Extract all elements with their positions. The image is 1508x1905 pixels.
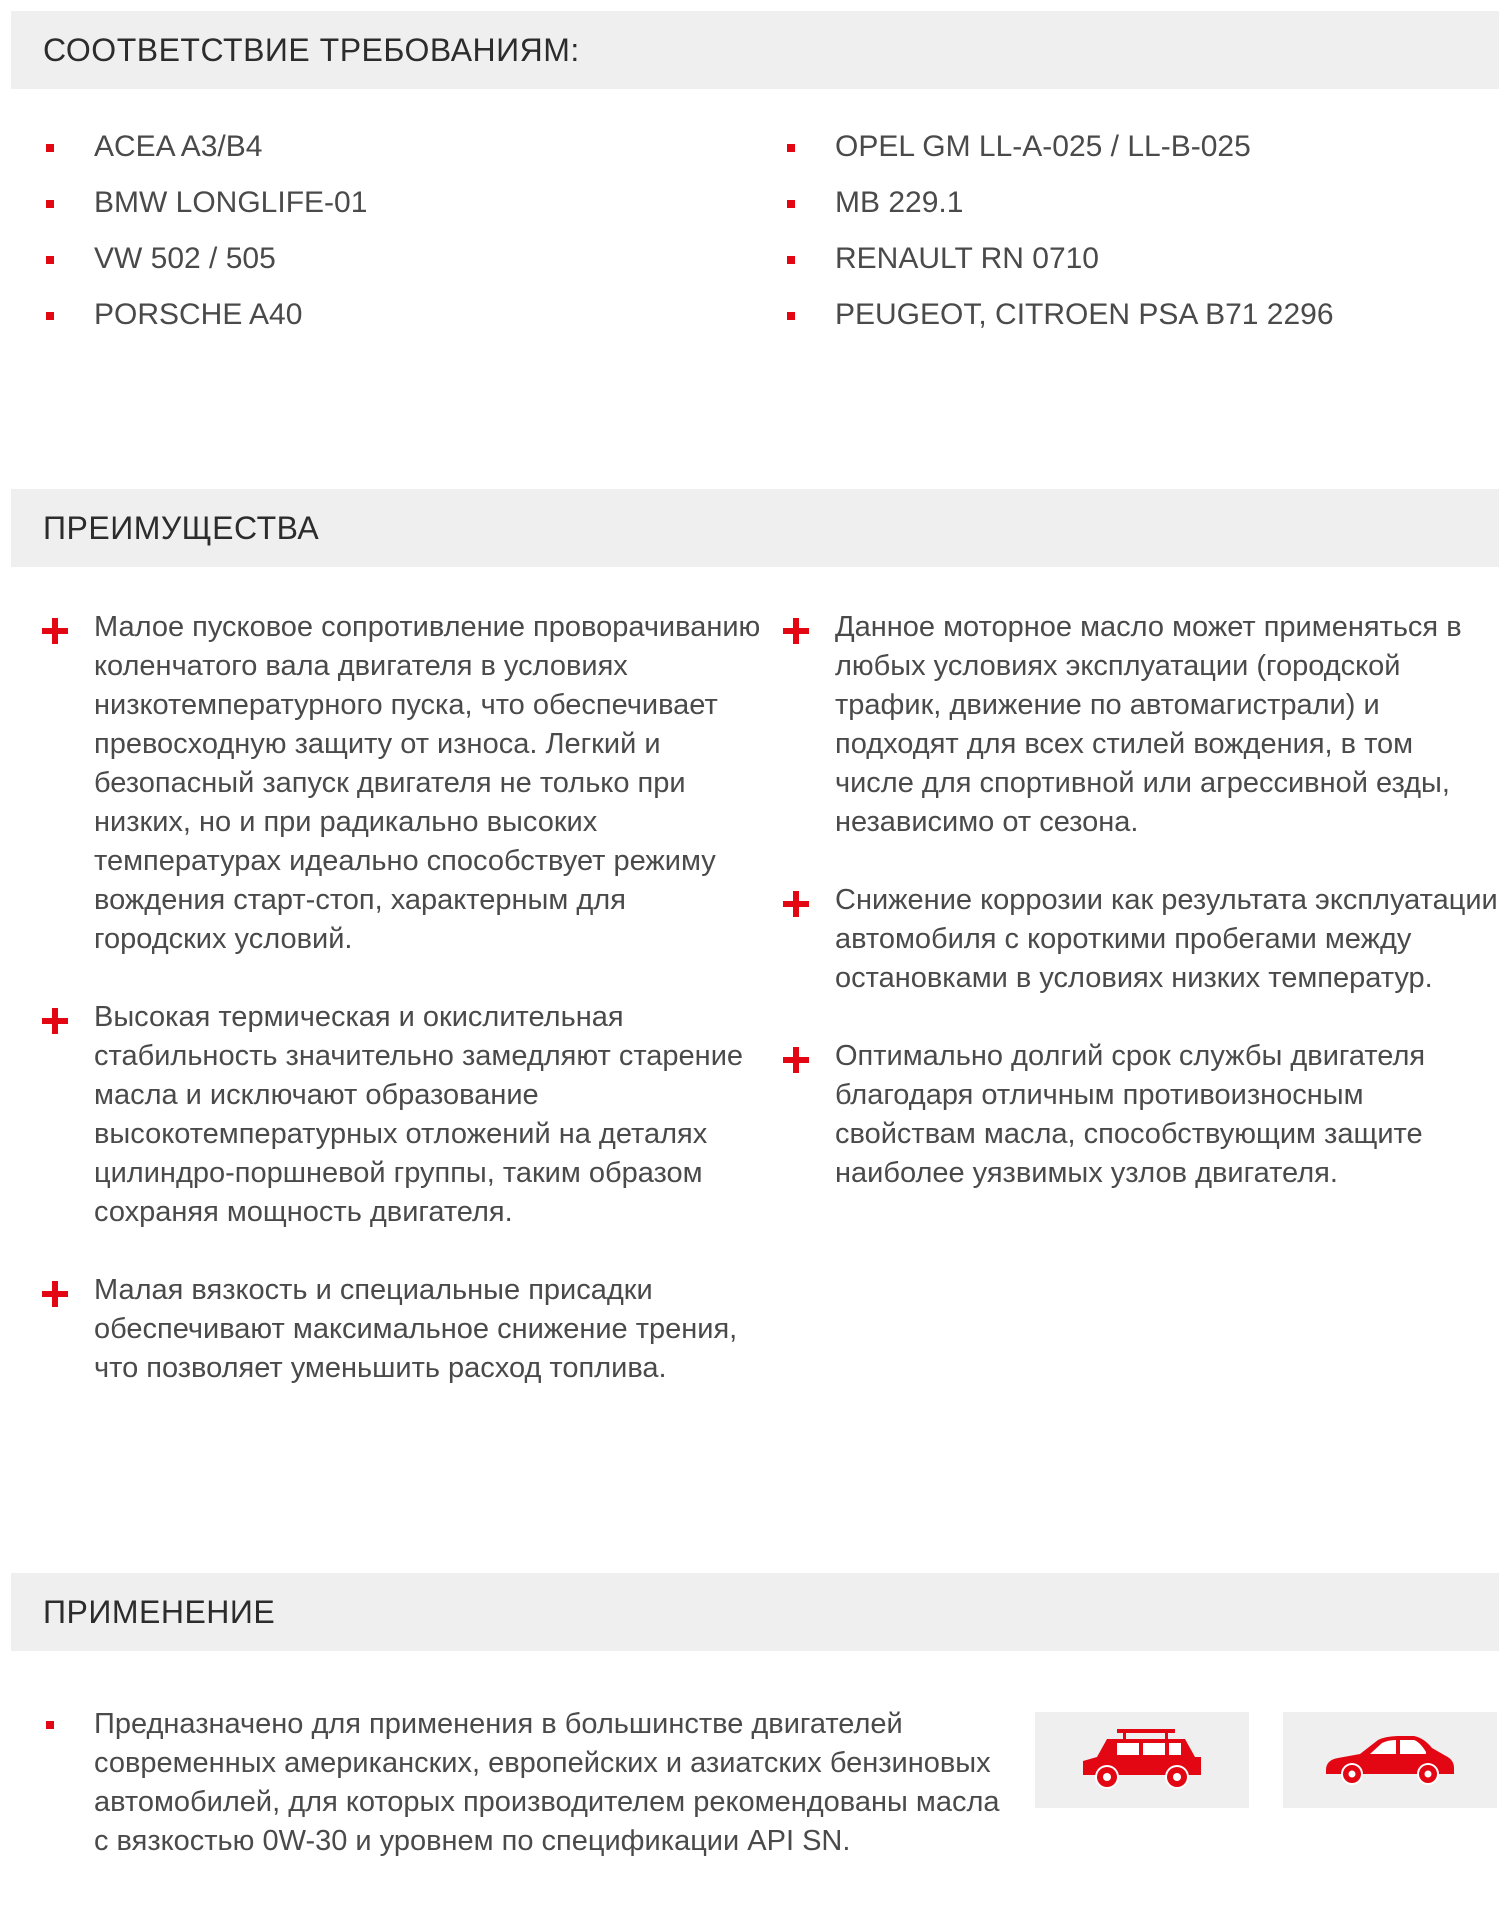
list-item	[42, 231, 742, 287]
suv-icon	[1077, 1725, 1207, 1795]
list-item-text: PORSCHE A40	[94, 298, 303, 331]
advantage-text: Малое пусковое сопротивление проворачиванию коленчатого вала двигателя в условиях низкотемпературного пуска, что обеспечивает превосходную защиту от износа. Легкий и безопасный запуск двигателя не только при низких, но и при радикально высоких температурах идеально способствует режиму вождения старт-стоп, характерным для городских условий.	[94, 611, 761, 955]
list-item	[783, 175, 1483, 231]
advantages-title: ПРЕИМУЩЕСТВА	[43, 509, 320, 546]
requirements-title: СООТВЕТСТВИЕ ТРЕБОВАНИЯМ:	[43, 31, 580, 68]
bullet-icon	[46, 256, 54, 264]
plus-icon	[42, 1281, 68, 1307]
bullet-icon	[46, 200, 54, 208]
sedan-icon-box	[1283, 1712, 1497, 1808]
bullet-icon	[787, 256, 795, 264]
advantage-item	[783, 608, 1498, 842]
list-item	[42, 175, 742, 231]
advantages-right-list	[783, 608, 1498, 1232]
plus-icon	[42, 618, 68, 644]
advantage-item	[783, 881, 1498, 998]
bullet-icon	[46, 144, 54, 152]
list-item	[42, 287, 742, 343]
advantage-item	[42, 998, 762, 1232]
list-item-text: MB 229.1	[835, 186, 964, 219]
list-item-text: BMW LONGLIFE-01	[94, 186, 368, 219]
list-item-text: OPEL GM LL-A-025 / LL-B-025	[835, 130, 1251, 163]
list-item	[42, 119, 742, 175]
plus-icon	[783, 1047, 809, 1073]
application-text: Предназначено для применения в большинстве двигателей современных американских, европейских и азиатских бензиновых автомобилей, для которых производителем рекомендованы масла с вязкостью 0W-30 и уровнем по спецификации API SN.	[94, 1708, 1000, 1857]
plus-icon	[783, 618, 809, 644]
advantage-item	[42, 1271, 762, 1388]
application-title: ПРИМЕНЕНИЕ	[43, 1593, 276, 1630]
advantage-item	[42, 608, 762, 959]
sedan-icon	[1320, 1730, 1460, 1790]
requirements-header	[11, 11, 1499, 89]
list-item	[783, 119, 1483, 175]
advantages-header	[11, 489, 1499, 567]
advantage-text: Оптимально долгий срок службы двигателя благодаря отличным противоизносным свойствам масла, способствующим защите наиболее уязвимых узлов двигателя.	[835, 1040, 1426, 1189]
list-item-text: VW 502 / 505	[94, 242, 276, 275]
list-item-text: ACEA A3/B4	[94, 130, 263, 163]
list-item	[783, 287, 1483, 343]
list-item-text: RENAULT RN 0710	[835, 242, 1099, 275]
advantages-left-list	[42, 608, 762, 1427]
bullet-icon	[787, 200, 795, 208]
application-header	[11, 1573, 1499, 1651]
requirements-left-list	[42, 119, 742, 343]
advantage-text: Данное моторное масло может применяться в любых условиях эксплуатации (городской трафик, движение по автомагистрали) и подходят для всех стилей вождения, в том числе для спортивной или агрессивной езды, независимо от сезона.	[835, 611, 1462, 838]
plus-icon	[783, 891, 809, 917]
suv-icon-box	[1035, 1712, 1249, 1808]
application-list	[42, 1705, 1002, 1861]
requirements-right-list	[783, 119, 1483, 343]
bullet-icon	[46, 1721, 54, 1729]
advantage-text: Малая вязкость и специальные присадки обеспечивают максимальное снижение трения, что позволяет уменьшить расход топлива.	[94, 1274, 738, 1384]
application-item	[42, 1705, 1002, 1861]
bullet-icon	[46, 312, 54, 320]
list-item-text: PEUGEOT, CITROEN PSA B71 2296	[835, 298, 1334, 331]
advantage-item	[783, 1037, 1498, 1193]
advantage-text: Снижение коррозии как результата эксплуатации автомобиля с короткими пробегами между остановками в условиях низких температур.	[835, 884, 1498, 994]
bullet-icon	[787, 312, 795, 320]
list-item	[783, 231, 1483, 287]
advantage-text: Высокая термическая и окислительная стабильность значительно замедляют старение масла и исключают образование высокотемпературных отложений на деталях цилиндро-поршневой группы, таким образом сохраняя мощность двигателя.	[94, 1001, 744, 1228]
plus-icon	[42, 1008, 68, 1034]
bullet-icon	[787, 144, 795, 152]
